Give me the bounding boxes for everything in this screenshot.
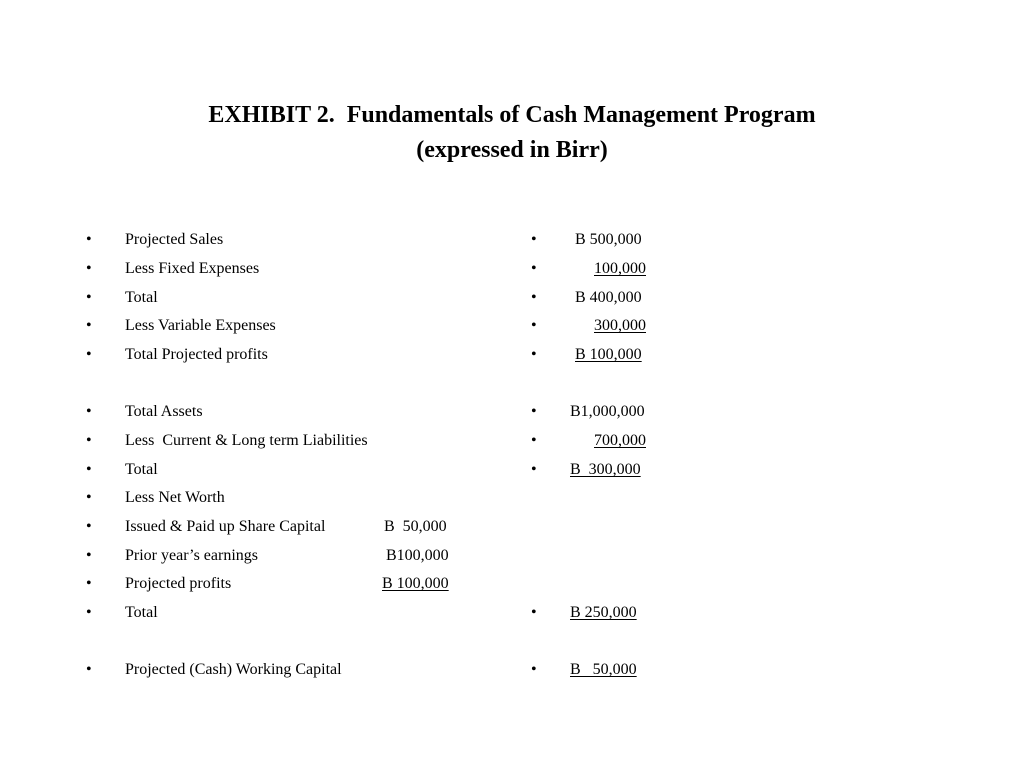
item-value: B1,000,000	[570, 403, 645, 420]
item-label: Less Variable Expenses	[125, 317, 276, 334]
left-list-item	[86, 345, 486, 374]
right-list-item	[531, 316, 731, 345]
item-value: B 400,000	[575, 289, 642, 306]
left-list-item	[86, 460, 486, 489]
item-value: B 100,000	[575, 346, 642, 363]
item-label: Total	[125, 289, 158, 306]
item-value: 300,000	[594, 317, 646, 334]
item-label: Projected profits	[125, 575, 232, 592]
left-list-item	[86, 402, 486, 431]
right-list-item	[531, 402, 731, 431]
right-list-item	[531, 230, 731, 259]
item-value: B 250,000	[570, 604, 637, 621]
bullet: •	[86, 432, 92, 449]
bullet: •	[86, 403, 92, 420]
bullet: •	[86, 260, 92, 277]
item-value: B 50,000	[570, 661, 637, 678]
left-list-item	[86, 316, 486, 345]
bullet: •	[531, 604, 537, 621]
left-list-item	[86, 517, 486, 546]
left-list-item	[86, 603, 486, 632]
bullet: •	[86, 317, 92, 334]
bullet: •	[86, 461, 92, 478]
left-list-item	[86, 230, 486, 259]
bullet: •	[86, 661, 92, 678]
bullet: •	[531, 661, 537, 678]
item-value: B 500,000	[575, 231, 642, 248]
item-amount: B100,000	[386, 547, 449, 564]
bullet: •	[531, 260, 537, 277]
right-list-item	[531, 345, 731, 374]
bullet: •	[86, 547, 92, 564]
item-label: Issued & Paid up Share Capital	[125, 518, 326, 535]
item-value: B 300,000	[570, 461, 641, 478]
item-label: Prior year’s earnings	[125, 547, 258, 564]
right-list-item	[531, 660, 731, 689]
item-label: Less Fixed Expenses	[125, 260, 260, 277]
item-amount: B 50,000	[384, 518, 447, 535]
item-label: Projected (Cash) Working Capital	[125, 661, 342, 678]
item-value: 700,000	[594, 432, 646, 449]
left-list-item	[86, 431, 486, 460]
bullet: •	[531, 403, 537, 420]
bullet: •	[531, 461, 537, 478]
bullet: •	[86, 604, 92, 621]
item-label: Total Projected profits	[125, 346, 268, 363]
left-list-item	[86, 488, 486, 517]
bullet: •	[531, 317, 537, 334]
bullet: •	[531, 289, 537, 306]
right-list-item	[531, 259, 731, 288]
right-list-item	[531, 431, 731, 460]
item-value: 100,000	[594, 260, 646, 277]
left-list-item	[86, 546, 486, 575]
item-label: Total	[125, 461, 158, 478]
item-label: Total Assets	[125, 403, 203, 420]
item-label: Projected Sales	[125, 231, 224, 248]
bullet: •	[86, 289, 92, 306]
right-list-item	[531, 460, 731, 489]
bullet: •	[531, 346, 537, 363]
right-list-item	[531, 288, 731, 317]
bullet: •	[86, 518, 92, 535]
title-line-1: EXHIBIT 2. Fundamentals of Cash Management Program	[208, 102, 816, 128]
left-list-item	[86, 259, 486, 288]
title-line-2: (expressed in Birr)	[416, 137, 608, 163]
bullet: •	[86, 575, 92, 592]
item-label: Less Net Worth	[125, 489, 225, 506]
bullet: •	[86, 346, 92, 363]
bullet: •	[86, 489, 92, 506]
item-label: Less Current & Long term Liabilities	[125, 432, 368, 449]
left-list-item	[86, 574, 486, 603]
left-list-item	[86, 660, 486, 689]
item-label: Total	[125, 604, 158, 621]
right-list-item	[531, 603, 731, 632]
item-amount: B 100,000	[382, 575, 449, 592]
bullet: •	[531, 231, 537, 248]
bullet: •	[531, 432, 537, 449]
slide-title	[0, 98, 1024, 168]
left-list-item	[86, 288, 486, 317]
bullet: •	[86, 231, 92, 248]
